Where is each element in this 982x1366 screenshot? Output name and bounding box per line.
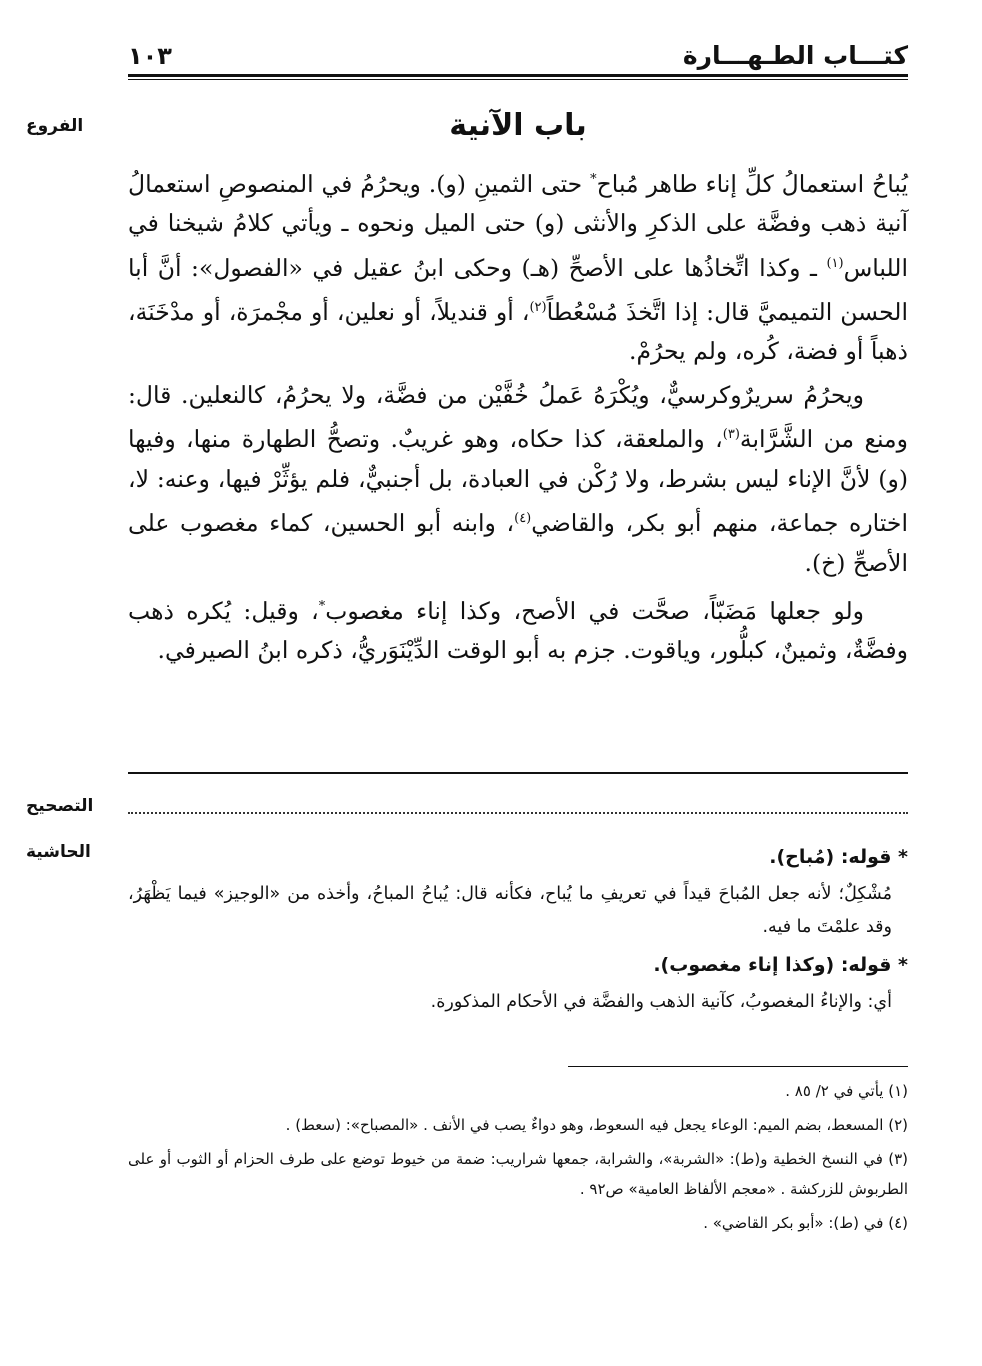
main-paragraph-2: ويحرُمُ سريرٌوكرسيٌّ، ويُكْرَهُ عَملُ خُفَّيْن من فضَّة، ولا يحرُمُ، كالنعلين. قال: ومنع من الشَّرَّابة$^{(٣)}$، والملعقة، كذا حكاه، وهو غريبٌ. وتصحُّ الطهارة منها، وفيها (و) لأنَّ الإناء ليس بشرط، ولا رُكْن في العبادة، بل أجنبيٌّ، فلم يؤثِّرْ فيها، وعنه: لا، اختاره جماعة، منهم أبو بكر، والقاضي$^{(٤)}$، وابنه أبو الحسين، كماء مغصوب على الأصحِّ (خ). xyxy=(128,380,908,577)
page-number: ١٠٣ xyxy=(128,42,172,70)
header-rule-thin xyxy=(128,79,908,80)
hashiya-section xyxy=(128,846,908,1029)
hashiya-marker: * xyxy=(318,599,326,615)
hashiya-quote-1: * قوله: (مُباح). xyxy=(769,846,908,868)
hashiya-marker: * xyxy=(590,172,597,187)
margin-label-tashih: التصحيح xyxy=(26,796,94,816)
main-paragraph-1: يُباحُ استعمالُ كلِّ إناء طاهر مُباح* حتى الثمينِ (و). ويحرُمُ في المنصوصِ استعمالُ آنية ذهب وفضَّة على الذكرِ والأنثى (و) حتى الميل ونحوه ـ ويأتي كلامُ شيخنا في اللباس$^{(١)}$ ـ وكذا اتِّخاذُها على الأصحِّ (هـ) وحكى ابنُ عقيل في «الفصول»: أنَّ أبا الحسن التميميَّ قال: إذا اتَّخذَ مُسْعُطاً$^{(٢)}$، أو قنديلاً، أو نعلين، أو مجْمرَة، أو مدْخَنَة، ذهباً أو فضة، كُره، ولم يحرُمْ. xyxy=(128,169,908,366)
footnote-4: (٤) في (ط): «أبو بكر القاضي» . xyxy=(703,1214,908,1232)
main-text-rule xyxy=(128,772,908,774)
footnote-ref-2: (٢) xyxy=(529,300,547,316)
header-rule xyxy=(128,74,908,77)
footnote-ref-3: (٣) xyxy=(722,427,740,443)
footnote-ref-4: (٤) xyxy=(514,511,532,527)
footnotes xyxy=(128,1076,908,1242)
hashiya-text-1: مُشْكِلٌ؛ لأنه جعل المُباحَ قيداً في تعريفِ ما يُباح، فكأنه قال: يُباحُ المباحُ، وأخذه من «الوجيز» فيما يَظْهَرُ، وقد علمْتَ ما فيه. xyxy=(128,884,892,937)
footnote-2: (٢) المسعط، بضم الميم: الوعاء يجعل فيه السعوط، وهو دواءٌ يصب في الأنف . «المصباح»: (سعط) . xyxy=(285,1116,908,1134)
tashih-dotted-line xyxy=(128,812,908,814)
margin-label-hashiya: الحاشية xyxy=(26,842,91,862)
margin-label-furu: الفروع xyxy=(26,116,84,136)
footnote-rule xyxy=(568,1066,908,1067)
footnote-ref-1: (١) xyxy=(826,255,844,271)
hashiya-text-2: أي: والإناءُ المغصوبُ، كآنية الذهب والفضَّة في الأحكام المذكورة. xyxy=(430,992,892,1012)
running-header xyxy=(128,30,908,70)
footnote-1: (١) يأتي في ٢/ ٨٥ . xyxy=(785,1082,908,1100)
footnote-3: (٣) في النسخ الخطية و(ط): «الشربة»، والشرابة، جمعها شراريب: ضمة من خيوط توضع على طرف الحزام أو الثوب أو على الطربوش للزركشة . «معجم الألفاظ العامية» ص٩٢ . xyxy=(128,1150,908,1198)
chapter-title: باب الآنية xyxy=(449,108,587,143)
running-title: كتـــاب الطـهـــارة xyxy=(682,41,908,70)
main-paragraph-3: ولو جعلها مَضَبّاً، صحَّت في الأصح، وكذا إناء مغصوب*، وقيل: يُكره ذهب وفضَّةٌ، وثمينٌ، كبلُّور، وياقوت. جزم به أبو الوقت الدِّيْنَوَريُّ، ذكره ابنُ الصيرفي. xyxy=(128,596,908,665)
hashiya-quote-2: * قوله: (وكذا إناء مغصوب). xyxy=(653,954,908,976)
main-text xyxy=(128,160,908,675)
